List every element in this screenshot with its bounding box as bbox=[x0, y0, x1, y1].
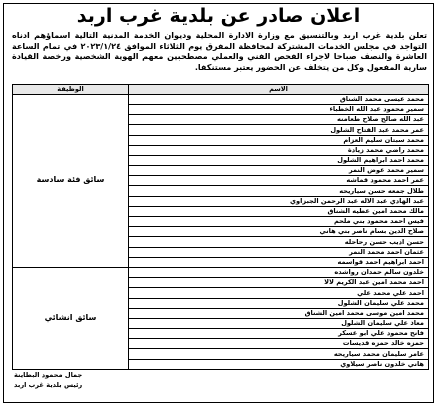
signatory-name: جمال محمود البطاينة bbox=[14, 371, 83, 379]
candidate-name: محمد راضي محمد زيادة bbox=[129, 145, 429, 155]
header-name: الاسم bbox=[129, 85, 429, 95]
signatory-title: رئيس بلدية غرب اربد bbox=[14, 381, 83, 389]
candidate-name: عامر سليمان محمد سياريحه bbox=[129, 349, 429, 359]
candidate-name: احمد علي محمد علي bbox=[129, 288, 429, 298]
candidate-name: احمد ابراهيم احمد قواسمه bbox=[129, 257, 429, 267]
candidate-name: احمد محمد امين عبد الكريم لالا bbox=[129, 278, 429, 288]
candidate-name: مالك محمد امين عطيه الشناق bbox=[129, 206, 429, 216]
candidate-name: فانح محمود علي ابو عسكر bbox=[129, 329, 429, 339]
table-row bbox=[13, 94, 429, 104]
candidate-name: سمير محمود عبد الله الخطباء bbox=[129, 104, 429, 114]
candidate-name: هاني خلدون ناصر سيلاوي bbox=[129, 359, 429, 369]
candidate-name: حسن اديب حسن رحاحله bbox=[129, 237, 429, 247]
job-title-cell: سائق فئة سادسة bbox=[13, 94, 129, 267]
candidate-name: عبد الهادي عبد الاله عبد الرحمن الجبزاوي bbox=[129, 196, 429, 206]
candidate-name: معاذ علي سليمان الشلول bbox=[129, 318, 429, 328]
announcement-title: اعلان صادر عن بلدية غرب اربد bbox=[76, 5, 361, 27]
candidate-name: محمد عيسى محمد الشناق bbox=[129, 94, 429, 104]
candidate-name: حمزه خالد حمزه قديسات bbox=[129, 339, 429, 349]
signature-block bbox=[14, 370, 82, 390]
candidate-name: محمد علي سليمان الشلول bbox=[129, 298, 429, 308]
table-row bbox=[13, 267, 429, 277]
candidate-name: عبد الله صالح صلاح طعامنه bbox=[129, 115, 429, 125]
candidate-name: سمير محمد عوض النمر bbox=[129, 166, 429, 176]
candidate-name: فيس احمد محمود بني ملحم bbox=[129, 217, 429, 227]
header-job: الوظيفة bbox=[13, 85, 129, 95]
candidate-name: محمد احمد ابراهيم الشلول bbox=[129, 155, 429, 165]
candidate-name: عمر احمد محمود قماشه bbox=[129, 176, 429, 186]
candidate-name: محمد سبتان سليم العزام bbox=[129, 135, 429, 145]
candidate-name: صلاح الدين بسام ناصر بني هاني bbox=[129, 227, 429, 237]
candidates-table bbox=[12, 84, 429, 370]
candidate-name: عمر محمد عبد الفتاح الشلول bbox=[129, 125, 429, 135]
candidate-name: طلال جمعه حسن سياريحه bbox=[129, 186, 429, 196]
candidate-name: محمد امين موسى محمد امين الشناق bbox=[129, 308, 429, 318]
job-title-cell: سائق انشائي bbox=[13, 267, 129, 369]
table-body bbox=[13, 94, 429, 369]
candidate-name: عثمان احمد محمد النمر bbox=[129, 247, 429, 257]
table-header-row bbox=[13, 85, 429, 95]
candidate-name: خلدون سالم حمدان رواشده bbox=[129, 267, 429, 277]
announcement-body: تعلن بلدية غرب اربد وبالتنسيق مع وزارة الادارة المحلية وديوان الخدمة المدنية التالية اسماؤهم ادناه التواجد في مجلس الخدمات المشتركة لمحافظة المفرق يوم الثلاثاء الموافق ٢٠٢٣/١/٢٤ في تمام الساعة العاشرة والنصف صباحا لاجراء الفحص الفني والعملي مصطحبين معهم الهوية الشخصية ورخصة القيادة سارية المفعول وكل من يتخلف عن الحضور يعتبر مستنكفا. bbox=[12, 30, 428, 72]
